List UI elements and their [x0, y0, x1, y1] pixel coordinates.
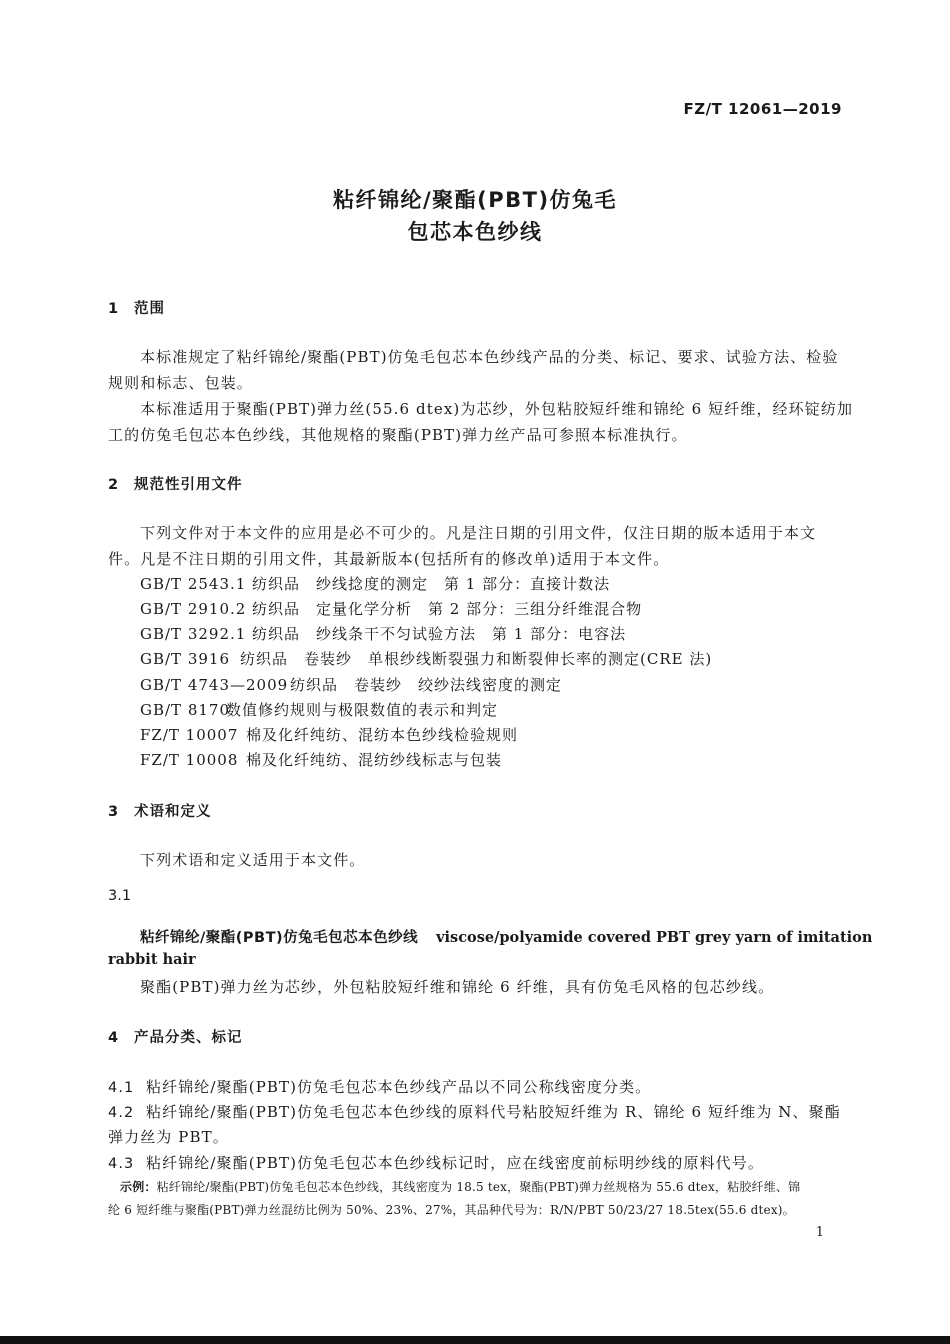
example-line: 纶 6 短纤维与聚酯(PBT)弹力丝混纺比例为 50%、23%、27%，其品种代号为：R/N/PBT 50/23/27 18.5tex(55.6 dtex)。 [108, 1203, 795, 1217]
section-number: 3 [108, 804, 120, 820]
reference-item: GB/T 3916 纺织品 卷装纱 单根纱线断裂强力和断裂伸长率的测定(CRE 法) [140, 650, 713, 668]
reference-item: FZ/T 10008 棉及化纤纯纺、混纺纱线标志与包装 [140, 751, 503, 769]
paragraph-line: 本标准规定了粘纤锦纶/聚酯(PBT)仿兔毛包芯本色纱线产品的分类、标记、要求、试验方法、检验 [140, 348, 839, 366]
section-title: 产品分类、标记 [134, 1030, 243, 1046]
section-2-heading [108, 473, 243, 494]
section-number: 4 [108, 1030, 120, 1046]
section-number: 2 [108, 477, 120, 493]
section-1-heading [108, 297, 165, 318]
reference-item: GB/T 8170数值修约规则与极限数值的表示和判定 [140, 701, 499, 719]
reference-item: GB/T 3292.1 纺织品 纱线条干不匀试验方法 第 1 部分：电容法 [140, 625, 627, 643]
section-4-heading [108, 1026, 243, 1047]
term-english: viscose/polyamide covered PBT grey yarn of imitation [436, 929, 873, 946]
paragraph-line: 下列文件对于本文件的应用是必不可少的。凡是注日期的引用文件，仅注日期的版本适用于本文 [140, 524, 817, 542]
paragraph-line: 件。凡是不注日期的引用文件，其最新版本(包括所有的修改单)适用于本文件。 [108, 550, 670, 568]
paragraph-line: 本标准适用于聚酯(PBT)弹力丝(55.6 dtex)为芯纱，外包粘胶短纤维和锦纶 6 短纤维，经环锭纺加 [140, 400, 854, 418]
reference-item: GB/T 2543.1 纺织品 纱线捻度的测定 第 1 部分：直接计数法 [140, 575, 611, 593]
term-definition: 聚酯(PBT)弹力丝为芯纱，外包粘胶短纤维和锦纶 6 纤维，具有仿兔毛风格的包芯纱线。 [140, 978, 775, 996]
paragraph-line: 下列术语和定义适用于本文件。 [140, 851, 366, 869]
section-title: 规范性引用文件 [134, 477, 243, 493]
section-number: 1 [108, 301, 120, 317]
section-title: 范围 [134, 301, 165, 317]
page-subtitle: 包芯本色纱线 [407, 220, 543, 244]
term-english-cont: rabbit hair [108, 951, 196, 968]
page-bottom-edge [0, 1336, 950, 1344]
subclause-number: 3.1 [108, 888, 132, 904]
reference-item: GB/T 4743—2009 纺织品 卷装纱 绞纱法线密度的测定 [140, 676, 563, 694]
clause-4-3: 4.3 粘纤锦纶/聚酯(PBT)仿兔毛包芯本色纱线标记时，应在线密度前标明纱线的原料代号。 [108, 1154, 764, 1172]
standard-code: FZ/T 12061—2019 [683, 100, 842, 118]
paragraph-line: 规则和标志、包装。 [108, 374, 253, 392]
section-3-heading [108, 800, 212, 821]
page-number: 1 [815, 1225, 824, 1240]
reference-item: FZ/T 10007 棉及化纤纯纺、混纺本色纱线检验规则 [140, 726, 519, 744]
paragraph-line: 工的仿兔毛包芯本色纱线，其他规格的聚酯(PBT)弹力丝产品可参照本标准执行。 [108, 426, 688, 444]
term-chinese: 粘纤锦纶/聚酯(PBT)仿兔毛包芯本色纱线 [140, 930, 419, 946]
clause-4-1: 4.1 粘纤锦纶/聚酯(PBT)仿兔毛包芯本色纱线产品以不同公称线密度分类。 [108, 1078, 652, 1096]
example-label: 示例： [120, 1180, 157, 1194]
example-line: 示例：粘纤锦纶/聚酯(PBT)仿兔毛包芯本色纱线，其线密度为 18.5 tex，聚酯(PBT)弹力丝规格为 55.6 dtex，粘胶纤维、锦 [120, 1180, 801, 1194]
page-title: 粘纤锦纶/聚酯(PBT)仿兔毛 [332, 188, 618, 212]
term-line [140, 926, 872, 947]
section-title: 术语和定义 [134, 804, 212, 820]
reference-item: GB/T 2910.2 纺织品 定量化学分析 第 2 部分：三组分纤维混合物 [140, 600, 643, 618]
clause-4-2: 4.2 粘纤锦纶/聚酯(PBT)仿兔毛包芯本色纱线的原料代号粘胶短纤维为 R、锦纶 6 短纤维为 N、聚酯 [108, 1103, 841, 1121]
paragraph-line: 弹力丝为 PBT。 [108, 1128, 229, 1146]
